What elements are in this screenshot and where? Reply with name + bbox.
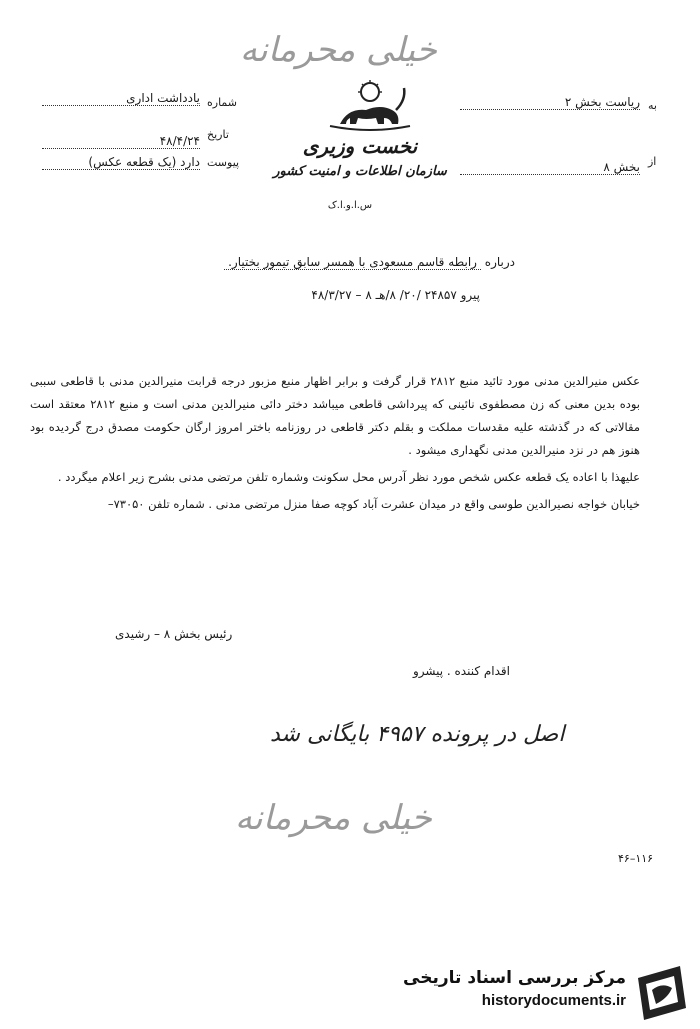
from-value: بخش ۸ <box>460 160 640 175</box>
to-label: به <box>648 99 657 112</box>
emblem-code: س.ا.و.ا.ک <box>327 200 373 211</box>
to-value: ریاست بخش ۲ <box>460 95 640 110</box>
handwritten-filing-note: اصل در پرونده ۴۹۵۷ بایگانی شد <box>270 722 565 747</box>
archive-logo-icon <box>632 962 690 1022</box>
body-paragraph-3: خیابان خواجه نصیرالدین طوسی واقع در میدان عشرت آباد کوچه صفا منزل مرتضی مدنی . شماره تلفن ۷۳۰۵۰– <box>107 497 640 511</box>
subject-row <box>224 255 515 270</box>
classification-stamp-top: خیلی محرمانه <box>240 30 437 70</box>
attachment-label: پیوست <box>207 156 240 169</box>
action-taker-line: اقدام کننده . پیشرو <box>412 664 510 678</box>
emblem-title: نخست وزیری <box>302 134 418 158</box>
reference-line: پیرو ۲۴۸۵۷ /۲۰/ ۸/هـ ۸ – ۴۸/۳/۲۷ <box>311 288 480 302</box>
footer-org-block <box>403 968 626 1009</box>
attachment-value: دارد (یک قطعه عکس) <box>42 155 200 170</box>
date-label: تاریخ <box>207 128 229 141</box>
classification-stamp-bottom: خیلی محرمانه <box>235 798 432 838</box>
subject-label: درباره <box>484 255 515 269</box>
letter-body <box>30 370 640 520</box>
page-code: ۴۶–۱۱۶ <box>618 852 654 865</box>
number-label: شماره <box>207 96 238 109</box>
date-value: ۴۸/۴/۲۴ <box>42 134 200 149</box>
footer-org-name: مرکز بررسی اسناد تاریخی <box>403 968 626 988</box>
signature-line: رئیس بخش ۸ – رشیدی <box>115 627 233 641</box>
subject-text: رابطه قاسم مسعودی با همسر سابق تیمور بختیار. <box>224 255 481 270</box>
from-label: از <box>648 155 657 168</box>
number-value: یادداشت اداری <box>42 91 200 106</box>
lion-and-sun-emblem-icon <box>300 80 440 132</box>
footer-website: historydocuments.ir <box>481 992 626 1009</box>
emblem-subtitle: سازمان اطلاعات و امنیت کشور <box>273 164 447 179</box>
body-paragraph-2: علیهذا با اعاده یک قطعه عکس شخص مورد نظر آدرس محل سکونت وشماره تلفن مرتضی مدنی بشرح زیر اعلام میگردد . <box>57 470 640 484</box>
body-paragraph-1: عکس منیرالدین مدنی مورد تائید منبع ۲۸۱۲ قرار گرفت و برابر اظهار منبع مزبور درجه قرابت منیرالدین مدنی با قاطعی سببی بوده بدین معنی که زن مصطفوی نائینی که پیرداشی قاطعی میباشد دختر دائی منیرالدین مدنی است و منبع ۲۸۱۲ معتقد است مقالاتی که در گذشته علیه مقدسات مملکت و بقلم دکتر قاطعی در روزنامه باختر امروز ارگان حکومت مصدق درج گردیده بود هنوز هم در نزد منیرالدین مدنی نگهداری میشود . <box>30 374 641 457</box>
